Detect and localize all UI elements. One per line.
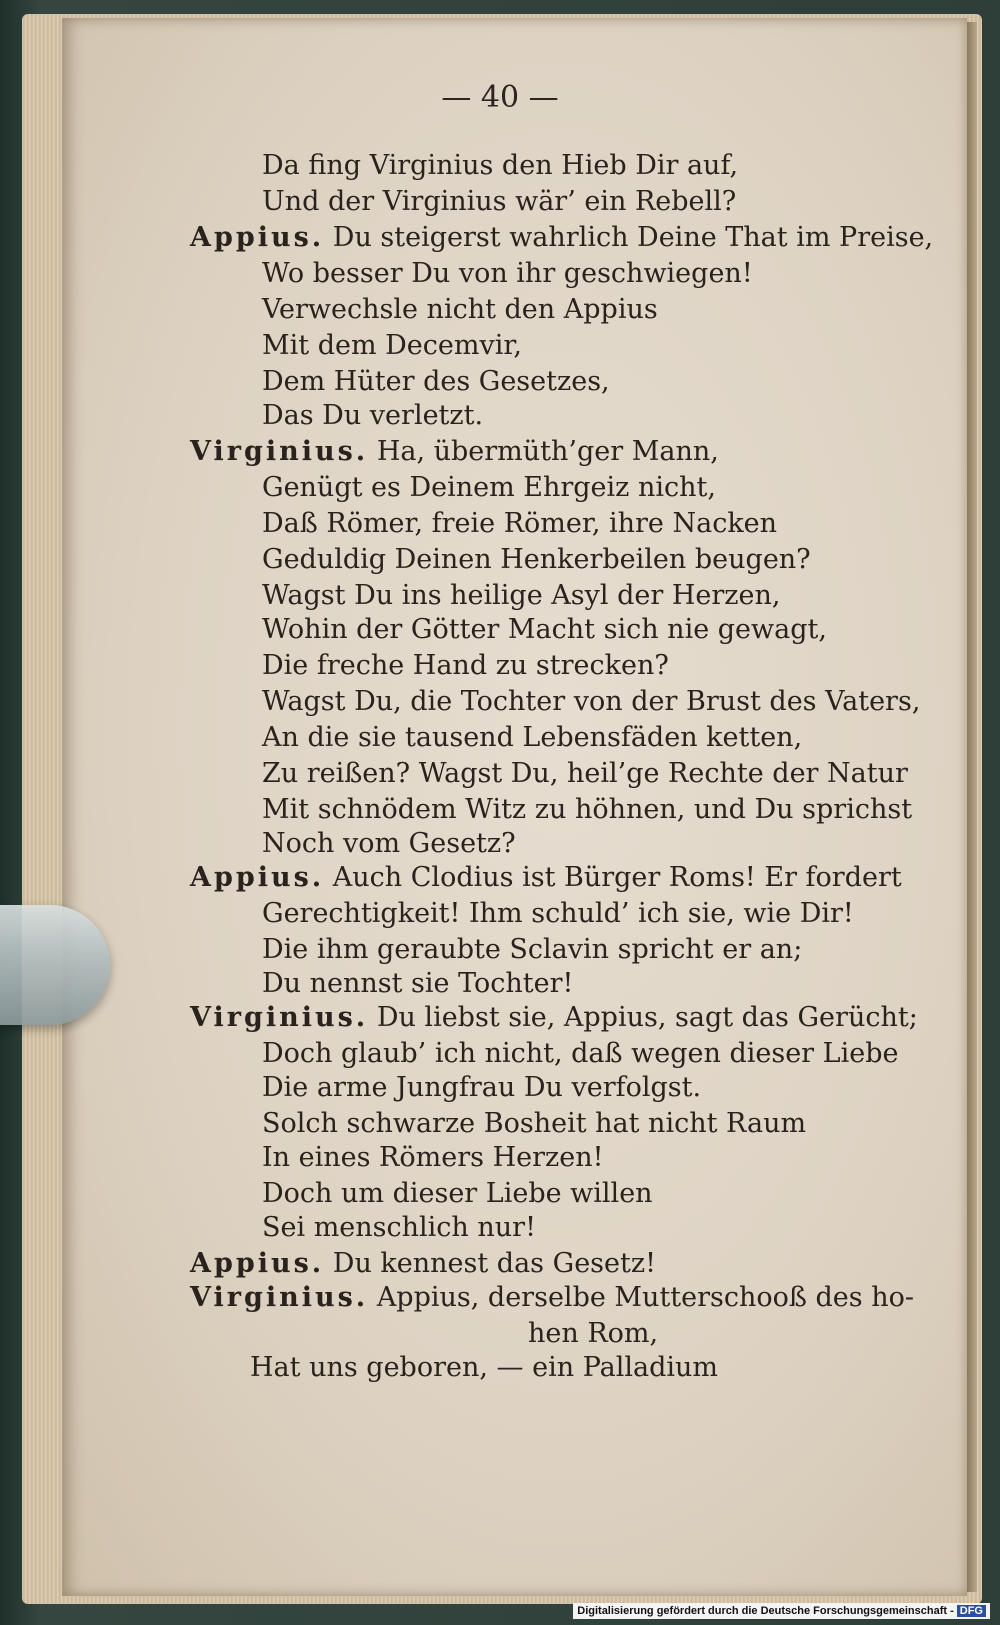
- line-text: hen Rom,: [528, 1318, 659, 1349]
- verse-line: [262, 792, 912, 828]
- line-text: Noch vom Gesetz?: [262, 828, 516, 859]
- page-number: — 40 —: [441, 80, 559, 115]
- verse-line: [190, 220, 933, 256]
- verse-line: [262, 932, 802, 968]
- line-text: Mit schnödem Witz zu höhnen, und Du sprichst: [262, 794, 913, 825]
- line-text: Daß Römer, freie Römer, ihre Nacken: [262, 508, 778, 539]
- line-text: In eines Römers Herzen!: [262, 1142, 604, 1173]
- line-text: Du kennest das Gesetz!: [332, 1248, 656, 1279]
- verse-line: [262, 756, 908, 792]
- speaker-name: Virginius.: [190, 1002, 369, 1033]
- verse-line: [262, 612, 827, 648]
- line-text: Appius, derselbe Mutterschooß des ho-: [376, 1282, 914, 1313]
- line-text: Wohin der Götter Macht sich nie gewagt,: [262, 614, 827, 645]
- line-text: Verwechsle nicht den Appius: [262, 294, 658, 325]
- line-text: Wagst Du ins heilige Asyl der Herzen,: [262, 580, 781, 611]
- line-text: Mit dem Decemvir,: [262, 330, 522, 361]
- line-text: Gerechtigkeit! Ihm schuld’ ich sie, wie Dir!: [262, 898, 854, 929]
- verse-line: [262, 1070, 701, 1106]
- verse-line: [262, 184, 736, 220]
- line-text: Das Du verletzt.: [262, 400, 484, 431]
- line-text: Dem Hüter des Gesetzes,: [262, 366, 610, 397]
- line-text: Ha, übermüth’ger Mann,: [376, 436, 719, 467]
- line-text: Die ihm geraubte Sclavin spricht er an;: [262, 934, 803, 965]
- verse-line: [262, 470, 716, 506]
- verse-line: [262, 648, 669, 684]
- line-text: Genügt es Deinem Ehrgeiz nicht,: [262, 472, 716, 503]
- speaker-name: Appius.: [190, 1248, 325, 1279]
- verse-line: [190, 1246, 656, 1282]
- line-text: Und der Virginius wär’ ein Rebell?: [262, 186, 737, 217]
- speaker-name: Appius.: [190, 222, 325, 253]
- verse-line: [262, 1210, 536, 1246]
- line-text: Geduldig Deinen Henkerbeilen beugen?: [262, 544, 811, 575]
- verse-line: [262, 720, 802, 756]
- verse-line: [262, 896, 854, 932]
- line-text: Doch glaub’ ich nicht, daß wegen dieser Liebe: [262, 1038, 899, 1069]
- verse-line: [262, 256, 753, 292]
- verse-line: [262, 578, 780, 614]
- verse-line: [262, 506, 777, 542]
- verse-line: [528, 1316, 658, 1352]
- verse-line: [262, 364, 610, 400]
- line-text: Da fing Virginius den Hieb Dir auf,: [262, 150, 739, 181]
- speaker-name: Appius.: [190, 862, 325, 893]
- line-text: Solch schwarze Bosheit hat nicht Raum: [262, 1108, 807, 1139]
- line-text: Du nennst sie Tochter!: [262, 968, 574, 999]
- verse-line: [190, 1280, 914, 1316]
- verse-line: [262, 1036, 898, 1072]
- verse-line: [190, 434, 719, 470]
- verse-line: [262, 684, 920, 720]
- verse-line: [262, 826, 516, 862]
- verse-line: [262, 328, 522, 364]
- verse-line: [190, 1000, 918, 1036]
- speaker-name: Virginius.: [190, 436, 369, 467]
- verse-line: [262, 1140, 603, 1176]
- verse-line: [262, 1106, 806, 1142]
- verse-line: [262, 966, 573, 1002]
- line-text: Doch um dieser Liebe willen: [262, 1178, 653, 1209]
- line-text: Auch Clodius ist Bürger Roms! Er fordert: [332, 862, 902, 893]
- line-text: Du steigerst wahrlich Deine That im Preise,: [332, 222, 934, 253]
- line-text: Zu reißen? Wagst Du, heil’ge Rechte der Natur: [262, 758, 908, 789]
- verse-line: [250, 1350, 718, 1386]
- line-text: Wagst Du, die Tochter von der Brust des Vaters,: [262, 686, 921, 717]
- line-text: Hat uns geboren, — ein Palladium: [250, 1352, 719, 1383]
- line-text: Sei menschlich nur!: [262, 1212, 536, 1243]
- line-text: Die arme Jungfrau Du verfolgst.: [262, 1072, 702, 1103]
- verse-line: [262, 398, 483, 434]
- verse-line: [262, 542, 811, 578]
- footer-text: Digitalisierung gefördert durch die Deutsche Forschungsgemeinschaft -: [577, 1605, 954, 1617]
- footer-credit: [573, 1603, 990, 1619]
- line-text: Die freche Hand zu strecken?: [262, 650, 669, 681]
- line-text: An die sie tausend Lebensfäden ketten,: [262, 722, 803, 753]
- verse-line: [262, 1176, 653, 1212]
- line-text: Du liebst sie, Appius, sagt das Gerücht;: [376, 1002, 918, 1033]
- dfg-logo: DFG: [957, 1605, 986, 1617]
- line-text: Wo besser Du von ihr geschwiegen!: [262, 258, 753, 289]
- verse-line: [262, 148, 738, 184]
- verse-line: [190, 860, 902, 896]
- speaker-name: Virginius.: [190, 1282, 369, 1313]
- verse-line: [262, 292, 658, 328]
